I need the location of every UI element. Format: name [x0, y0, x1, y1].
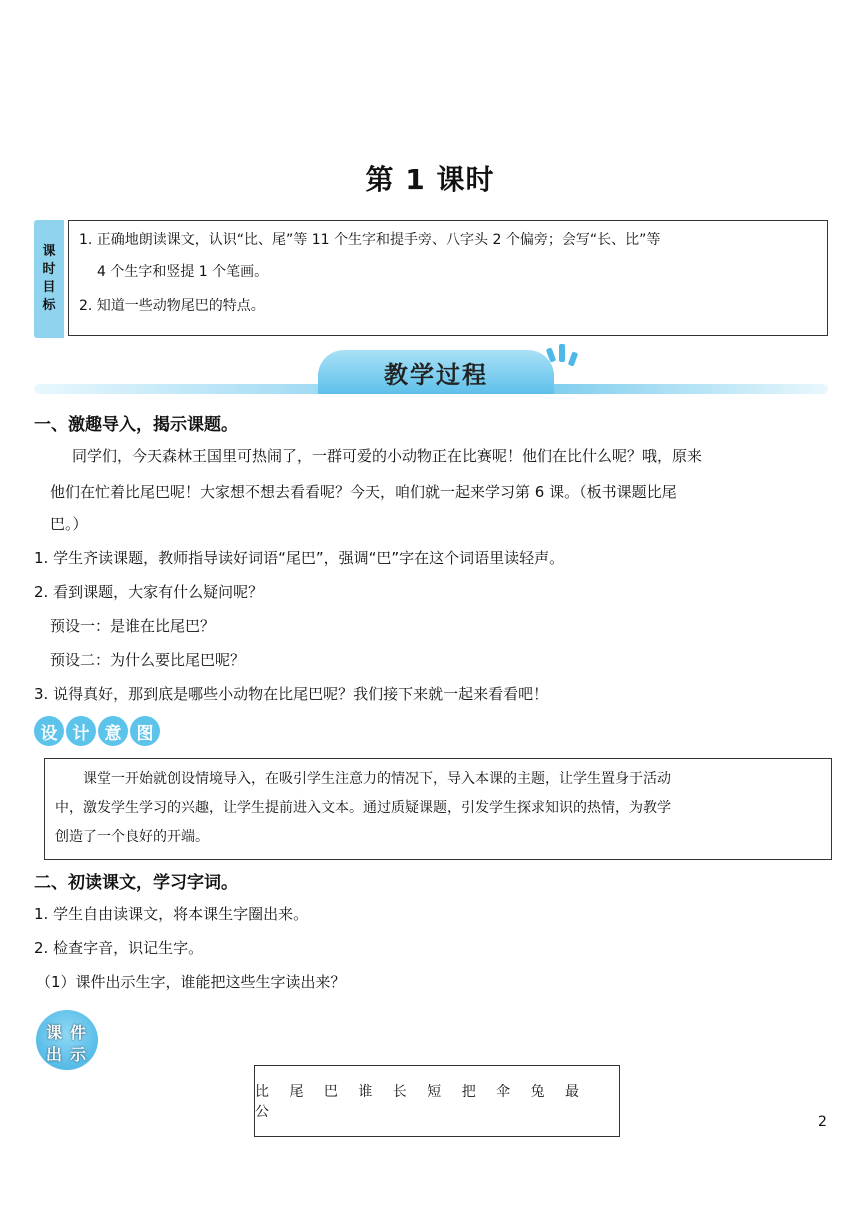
- page-number: 2: [818, 1114, 827, 1130]
- preset-line: 预设二：为什么要比尾巴呢？: [50, 651, 246, 669]
- badge-char: 出: [46, 1045, 63, 1064]
- design-intent-box: [44, 758, 832, 860]
- objectives-tab-char: 标: [42, 298, 56, 313]
- sub-item: （1）课件出示生字，谁能把这些生字读出来？: [36, 973, 346, 991]
- design-intent-badge: [34, 716, 160, 746]
- paragraph-line: 同学们，今天森林王国里可热闹了，一群可爱的小动物正在比赛呢！他们在比什么呢？哦，原来: [72, 447, 703, 465]
- badge-char: 课: [46, 1023, 63, 1042]
- list-item: 3. 说得真好，那到底是哪些小动物在比尾巴呢？我们接下来就一起来看看吧！: [34, 685, 549, 703]
- page-title: 第 1 课时: [365, 163, 495, 196]
- badge-char: 意: [98, 716, 128, 746]
- design-line: 中，激发学生学习的兴趣，让学生提前进入文本。通过质疑课题，引发学生探求知识的热情，为教学: [55, 800, 671, 816]
- banner-title: 教学过程: [384, 360, 488, 389]
- list-item: 1. 学生齐读课题，教师指导读好词语“尾巴”，强调“巴”字在这个词语里读轻声。: [34, 549, 565, 567]
- badge-char: 件: [70, 1023, 87, 1042]
- objective-1: 1. 正确地朗读课文，认识“比、尾”等 11 个生字和提手旁、八字头 2 个偏旁；会写“长、比”等: [79, 232, 661, 248]
- list-item: 1. 学生自由读课文，将本课生字圈出来。: [34, 905, 309, 923]
- objectives-tab-char: 目: [42, 280, 56, 295]
- preset-line: 预设一：是谁在比尾巴？: [50, 617, 216, 635]
- objective-2: 2. 知道一些动物尾巴的特点。: [79, 298, 265, 314]
- section-heading: 一、激趣导入，揭示课题。: [34, 415, 238, 435]
- characters-list: 比 尾 巴 谁 长 短 把 伞 兔 最 公: [255, 1084, 588, 1120]
- list-item: 2. 看到课题，大家有什么疑问呢？: [34, 583, 264, 601]
- paragraph-line: 巴。）: [50, 515, 88, 533]
- courseware-badge: [36, 1010, 98, 1070]
- characters-box: [254, 1065, 620, 1137]
- objectives-tab-char: 时: [42, 262, 56, 277]
- design-line: 课堂一开始就创设情境导入，在吸引学生注意力的情况下，导入本课的主题，让学生置身于活动: [83, 771, 671, 787]
- drop-decoration: [559, 344, 565, 362]
- badge-char: 计: [66, 716, 96, 746]
- objectives-tab: [34, 220, 64, 338]
- objectives-box: [68, 220, 828, 336]
- list-item: 2. 检查字音，识记生字。: [34, 939, 204, 957]
- objective-1-cont: 4 个生字和竖提 1 个笔画。: [97, 264, 269, 280]
- paragraph-line: 他们在忙着比尾巴呢！大家想不想去看看呢？今天，咱们就一起来学习第 6 课。（板书课题比尾: [50, 483, 677, 501]
- design-line: 创造了一个良好的开端。: [55, 829, 209, 845]
- teaching-process-banner: [318, 350, 554, 394]
- badge-char: 图: [130, 716, 160, 746]
- badge-char: 示: [70, 1045, 87, 1064]
- drop-decoration: [568, 351, 578, 366]
- section-heading: 二、初读课文，学习字词。: [34, 873, 238, 893]
- objectives-tab-char: 课: [42, 244, 56, 259]
- badge-char: 设: [34, 716, 64, 746]
